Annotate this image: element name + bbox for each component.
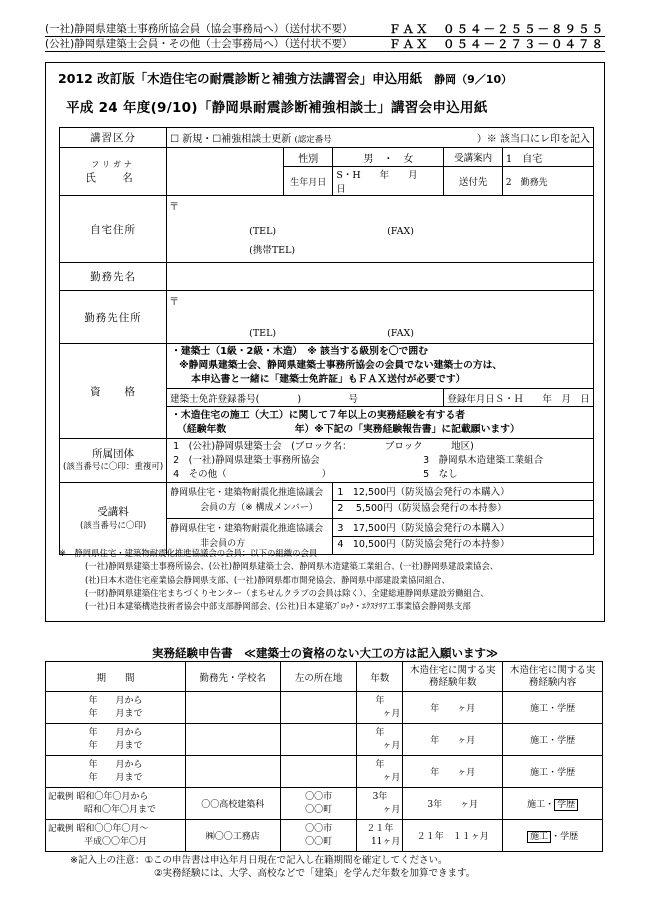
fax-recipient-association: (一社)静岡県建築士事務所協会員（協会事務局へ）（送付状不要） [45, 23, 353, 35]
form-title-main [58, 69, 598, 87]
exp-example-years [357, 820, 403, 852]
exp-content-field[interactable]: 施工・学歴 [503, 692, 603, 724]
guide-option-home[interactable]: 1 自宅 [502, 148, 593, 167]
exp-period-field[interactable] [46, 756, 186, 788]
exp-period-field[interactable] [46, 724, 186, 756]
exp-years-unit: 年 [375, 695, 385, 706]
fee-nonmember-line-a: 静岡県住宅・建築物耐震化推進協議会 [170, 523, 324, 534]
fee-option-1[interactable]: 1 12,500円（防災協会発行の本購入） [333, 485, 593, 501]
fee-member-options[interactable] [333, 483, 594, 519]
exp-header-exp-years: 木造住宅に関する実務経験年数 [403, 662, 503, 692]
exp-header-workplace: 勤務先・学校名 [185, 662, 280, 692]
birth-label: 生年月日 [284, 167, 333, 196]
fax-number-society: ＦＡＸ ０５４－２７３－０４７８ [389, 37, 605, 51]
example-town: 〇〇町 [305, 836, 333, 847]
org-option-4[interactable]: 4 その他（ ） [173, 468, 332, 480]
exp-example-workplace: ㈱〇〇工務店 [185, 820, 280, 852]
office-name-label: 勤務先名 [60, 263, 167, 291]
example-city: 〇〇市 [305, 823, 333, 834]
exp-woodyears-field[interactable]: 年 ヶ月 [403, 692, 503, 724]
exp-row-example-2 [46, 820, 603, 852]
org-option-1[interactable]: 1 (公社)静岡県建築士会 (ブロック名： ブロック 地区) [173, 440, 474, 452]
name-label-cell [60, 148, 167, 196]
gender-label: 性別 [284, 148, 333, 167]
exp-row-blank[interactable] [46, 756, 603, 788]
exp-period-to: 年 月まで [88, 708, 143, 719]
member-note-line: (一社)静岡県建築士事務所協会、(公社)静岡県建築士会、静岡県木造建築工業組合、(一社)静岡県建設業協会、 [85, 561, 499, 572]
fee-option-2[interactable]: 2 5,500円（防災協会発行の本持参） [337, 503, 507, 514]
exp-period-from: 年 月から [88, 759, 143, 770]
fee-note: (該当番号に〇印) [80, 520, 147, 531]
exp-woodyears-field[interactable]: 年 ヶ月 [403, 756, 503, 788]
exp-example-woodyears: ２１年 １１ヶ月 [403, 820, 503, 852]
example-label: 記載例 [48, 791, 74, 802]
course-options[interactable]: ☐ 新規・☐補強相談士更新 [170, 134, 292, 145]
home-tel-label: (TEL) [249, 226, 277, 237]
exp-months-unit: ヶ月 [382, 772, 401, 783]
form-title-sub: 平成 24 年度(9/10)「静岡県耐震診断補強相談士」講習会申込用紙 [66, 100, 488, 116]
exp-example-period [46, 788, 186, 820]
office-fax-label: (FAX) [387, 328, 414, 339]
footer-note-2: ②実務経験には、大学、高校などで「建築」を学んだ年数を加算できます。 [154, 868, 476, 879]
experience-table [45, 661, 603, 852]
example-content-boxed: 施工 [527, 831, 551, 843]
organization-options[interactable] [167, 439, 594, 483]
home-mobile-label: (携帯TEL) [249, 245, 296, 256]
exp-years-field[interactable] [357, 756, 403, 788]
exp-years-field[interactable] [357, 724, 403, 756]
office-tel-label: (TEL) [249, 328, 277, 339]
exp-years-unit: 年 [375, 759, 385, 770]
example-months: ヶ月 [382, 804, 401, 815]
org-option-2[interactable]: 2 (一社)静岡県建築士事務所協会 [173, 454, 320, 466]
exp-header-years: 年数 [357, 662, 403, 692]
furigana-label: フリガナ [91, 159, 135, 169]
exp-header-exp-content: 木造住宅に関する実務経験内容 [503, 662, 603, 692]
exp-header-period: 期 間 [46, 662, 186, 692]
fee-label: 受講料 [97, 505, 129, 518]
example-content-a: 施工・ [527, 800, 555, 810]
gender-field[interactable]: 男 ・ 女 [333, 148, 444, 167]
exp-content-field[interactable]: 施工・学歴 [503, 724, 603, 756]
office-address-label: 勤務先住所 [60, 291, 167, 344]
wood-line-1: ・木造住宅の施工（大工）に関して７年以上の実務経験を有する者 [171, 409, 466, 421]
example-content-b: ・学歴 [551, 832, 579, 842]
example-town: 〇〇町 [305, 804, 333, 815]
member-note-line: (社)日本木造住宅産業協会静岡県支部、(一社)静岡県都市開発協会、静岡県中部建設業協同組合、 [85, 574, 450, 585]
home-fax-label: (FAX) [387, 226, 414, 237]
course-cert-number: (認定番号 [294, 135, 332, 145]
exp-example-years [357, 788, 403, 820]
exp-row-blank[interactable] [46, 724, 603, 756]
organization-label: 所属団体 [92, 447, 135, 460]
exp-months-unit: ヶ月 [382, 708, 401, 719]
example-years: ２１年 [366, 823, 394, 834]
member-note-line: (一財)静岡県建築住宅まちづくりセンター（まちせんクラブの会員は除く）、全建総連静岡県建設労働組合、 [85, 587, 489, 598]
exp-years-field[interactable] [357, 692, 403, 724]
fee-member-line-a: 静岡県住宅・建築物耐震化推進協議会 [170, 487, 324, 498]
birth-field[interactable]: S・H 年 月 日 [333, 167, 444, 196]
org-option-5[interactable]: 5 なし [423, 468, 458, 480]
exp-example-woodyears: 3年 ヶ月 [403, 788, 503, 820]
exp-content-field[interactable]: 施工・学歴 [503, 756, 603, 788]
organization-note: (該当番号に〇印：重複可) [63, 461, 164, 472]
office-postal-mark: 〒 [169, 297, 180, 308]
exp-period-to: 年 月まで [88, 772, 143, 783]
example-from: 昭和〇年〇月から [76, 791, 149, 802]
wood-line-2[interactable]: （経験年数 年）※下記の「実務経験報告書」に記載願います） [177, 423, 520, 435]
example-content-boxed: 学歴 [554, 799, 578, 811]
office-name-field[interactable] [167, 263, 594, 291]
member-note-heading: ※ 静岡県住宅・建築物耐震化推進協議会の会員：以下の組織の会員 [59, 548, 318, 558]
exp-example-content [503, 820, 603, 852]
example-months: 11ヶ月 [370, 836, 401, 847]
exp-woodyears-field[interactable]: 年 ヶ月 [403, 724, 503, 756]
experience-title: 実務経験申告書 ≪建築士の資格のない大工の方は記入願います≫ [151, 646, 499, 660]
license-date-field[interactable]: 登録年月日Ｓ・Ｈ 年 月 日 [444, 389, 594, 407]
office-address-field[interactable] [167, 291, 594, 344]
form-title-region: 静岡（9／10） [434, 73, 513, 86]
exp-header-location: 左の所在地 [280, 662, 357, 692]
footer-note-1: ※記入上の注意：①この申告書は申込年月日現在で記入し在籍期間を確定してください。 [70, 855, 448, 866]
exp-period-to: 年 月まで [88, 740, 143, 751]
fee-nonmember-line-b: 非会員の方 [200, 538, 246, 549]
exp-months-unit: ヶ月 [382, 740, 401, 751]
fee-member-cell [167, 483, 333, 519]
member-note-line: (一社)日本建築構造技術者協会中部支部静岡部会、(公社)日本建築ﾌﾞﾛｯｸ・ｴｸｽﾃﾘｱ工事業協会静岡県支部 [85, 601, 471, 612]
home-address-field[interactable] [167, 196, 594, 263]
form-title-text: 2012 改訂版「木造住宅の耐震診断と補強方法講習会」申込用紙 [58, 71, 423, 86]
course-label: 講習区分 [60, 128, 167, 148]
course-field[interactable] [167, 128, 594, 148]
exp-location-field[interactable] [280, 756, 357, 788]
send-label: 送付先 [444, 167, 503, 196]
exp-example-location [280, 820, 357, 852]
qualification-wood [167, 407, 594, 439]
exp-row-blank[interactable] [46, 692, 603, 724]
exp-period-from: 年 月から [88, 727, 143, 738]
fee-member-line-b: 会員の方（※ 構成メンバー） [200, 502, 318, 513]
exp-example-period [46, 820, 186, 852]
fee-label-cell [60, 483, 167, 555]
qualification-label: 資 格 [60, 344, 167, 439]
course-instruction: ）※ 該当口にレ印を記入 [476, 134, 590, 145]
exp-period-from: 年 月から [88, 695, 143, 706]
example-years: 3年 [372, 791, 388, 802]
exp-location-field[interactable] [280, 724, 357, 756]
exp-example-content [503, 788, 603, 820]
exp-example-workplace: 〇〇高校建築科 [185, 788, 280, 820]
exp-period-field[interactable] [46, 692, 186, 724]
fax-number-association: ＦＡＸ ０５４－２５５－８９５５ [389, 22, 605, 36]
application-form-frame [45, 62, 605, 622]
org-option-3[interactable]: 3 静岡県木造建築工業組合 [423, 454, 544, 466]
fax-line-society [45, 37, 605, 52]
exp-workplace-field[interactable] [185, 692, 280, 724]
fax-line-association [45, 22, 605, 37]
qualification-line-1: ・建築士（1級・2級・木造） ※ 該当する級別を〇で囲む [171, 346, 428, 357]
qualification-line-3: 本申込書と一緒に「建築士免許証」もＦＡＸ送付が必要です） [191, 374, 466, 385]
guide-label: 受講案内 [444, 148, 503, 167]
qualification-architect [167, 344, 594, 389]
fee-option-3[interactable]: 3 17,500円（防災協会発行の本購入） [333, 521, 593, 537]
exp-location-field[interactable] [280, 692, 357, 724]
exp-workplace-field[interactable] [185, 724, 280, 756]
footer-notes [70, 854, 475, 880]
qualification-line-2: ※静岡県建築士会、静岡県建築士事務所協会の会員でない建築士の方は、 [179, 360, 503, 371]
license-number-field[interactable]: 建築士免許登録番号( ) 号 [167, 389, 444, 407]
guide-option-office[interactable]: 2 勤務先 [502, 167, 593, 196]
example-from: 昭和〇〇年〇月～ [76, 823, 149, 834]
name-input[interactable] [167, 148, 284, 196]
example-label: 記載例 [48, 823, 74, 834]
application-table [59, 127, 594, 555]
example-city: 〇〇市 [305, 791, 333, 802]
name-label: 氏 名 [85, 171, 141, 184]
home-postal-mark: 〒 [169, 202, 180, 213]
member-notes [59, 547, 594, 613]
exp-years-unit: 年 [375, 727, 385, 738]
exp-row-example-1 [46, 788, 603, 820]
organization-label-cell [60, 439, 167, 483]
exp-example-location [280, 788, 357, 820]
exp-workplace-field[interactable] [185, 756, 280, 788]
home-address-label: 自宅住所 [60, 196, 167, 263]
fax-header [45, 22, 605, 52]
example-to: 昭和〇年〇月まで [84, 804, 157, 815]
fax-recipient-society: (公社)静岡県建築士会員・その他（士会事務局へ）（送付状不要） [45, 38, 353, 50]
fee-option-4[interactable]: 4 10,500円（防災協会発行の本持参） [337, 539, 510, 550]
example-to: 平成〇〇年〇月 [84, 836, 148, 847]
